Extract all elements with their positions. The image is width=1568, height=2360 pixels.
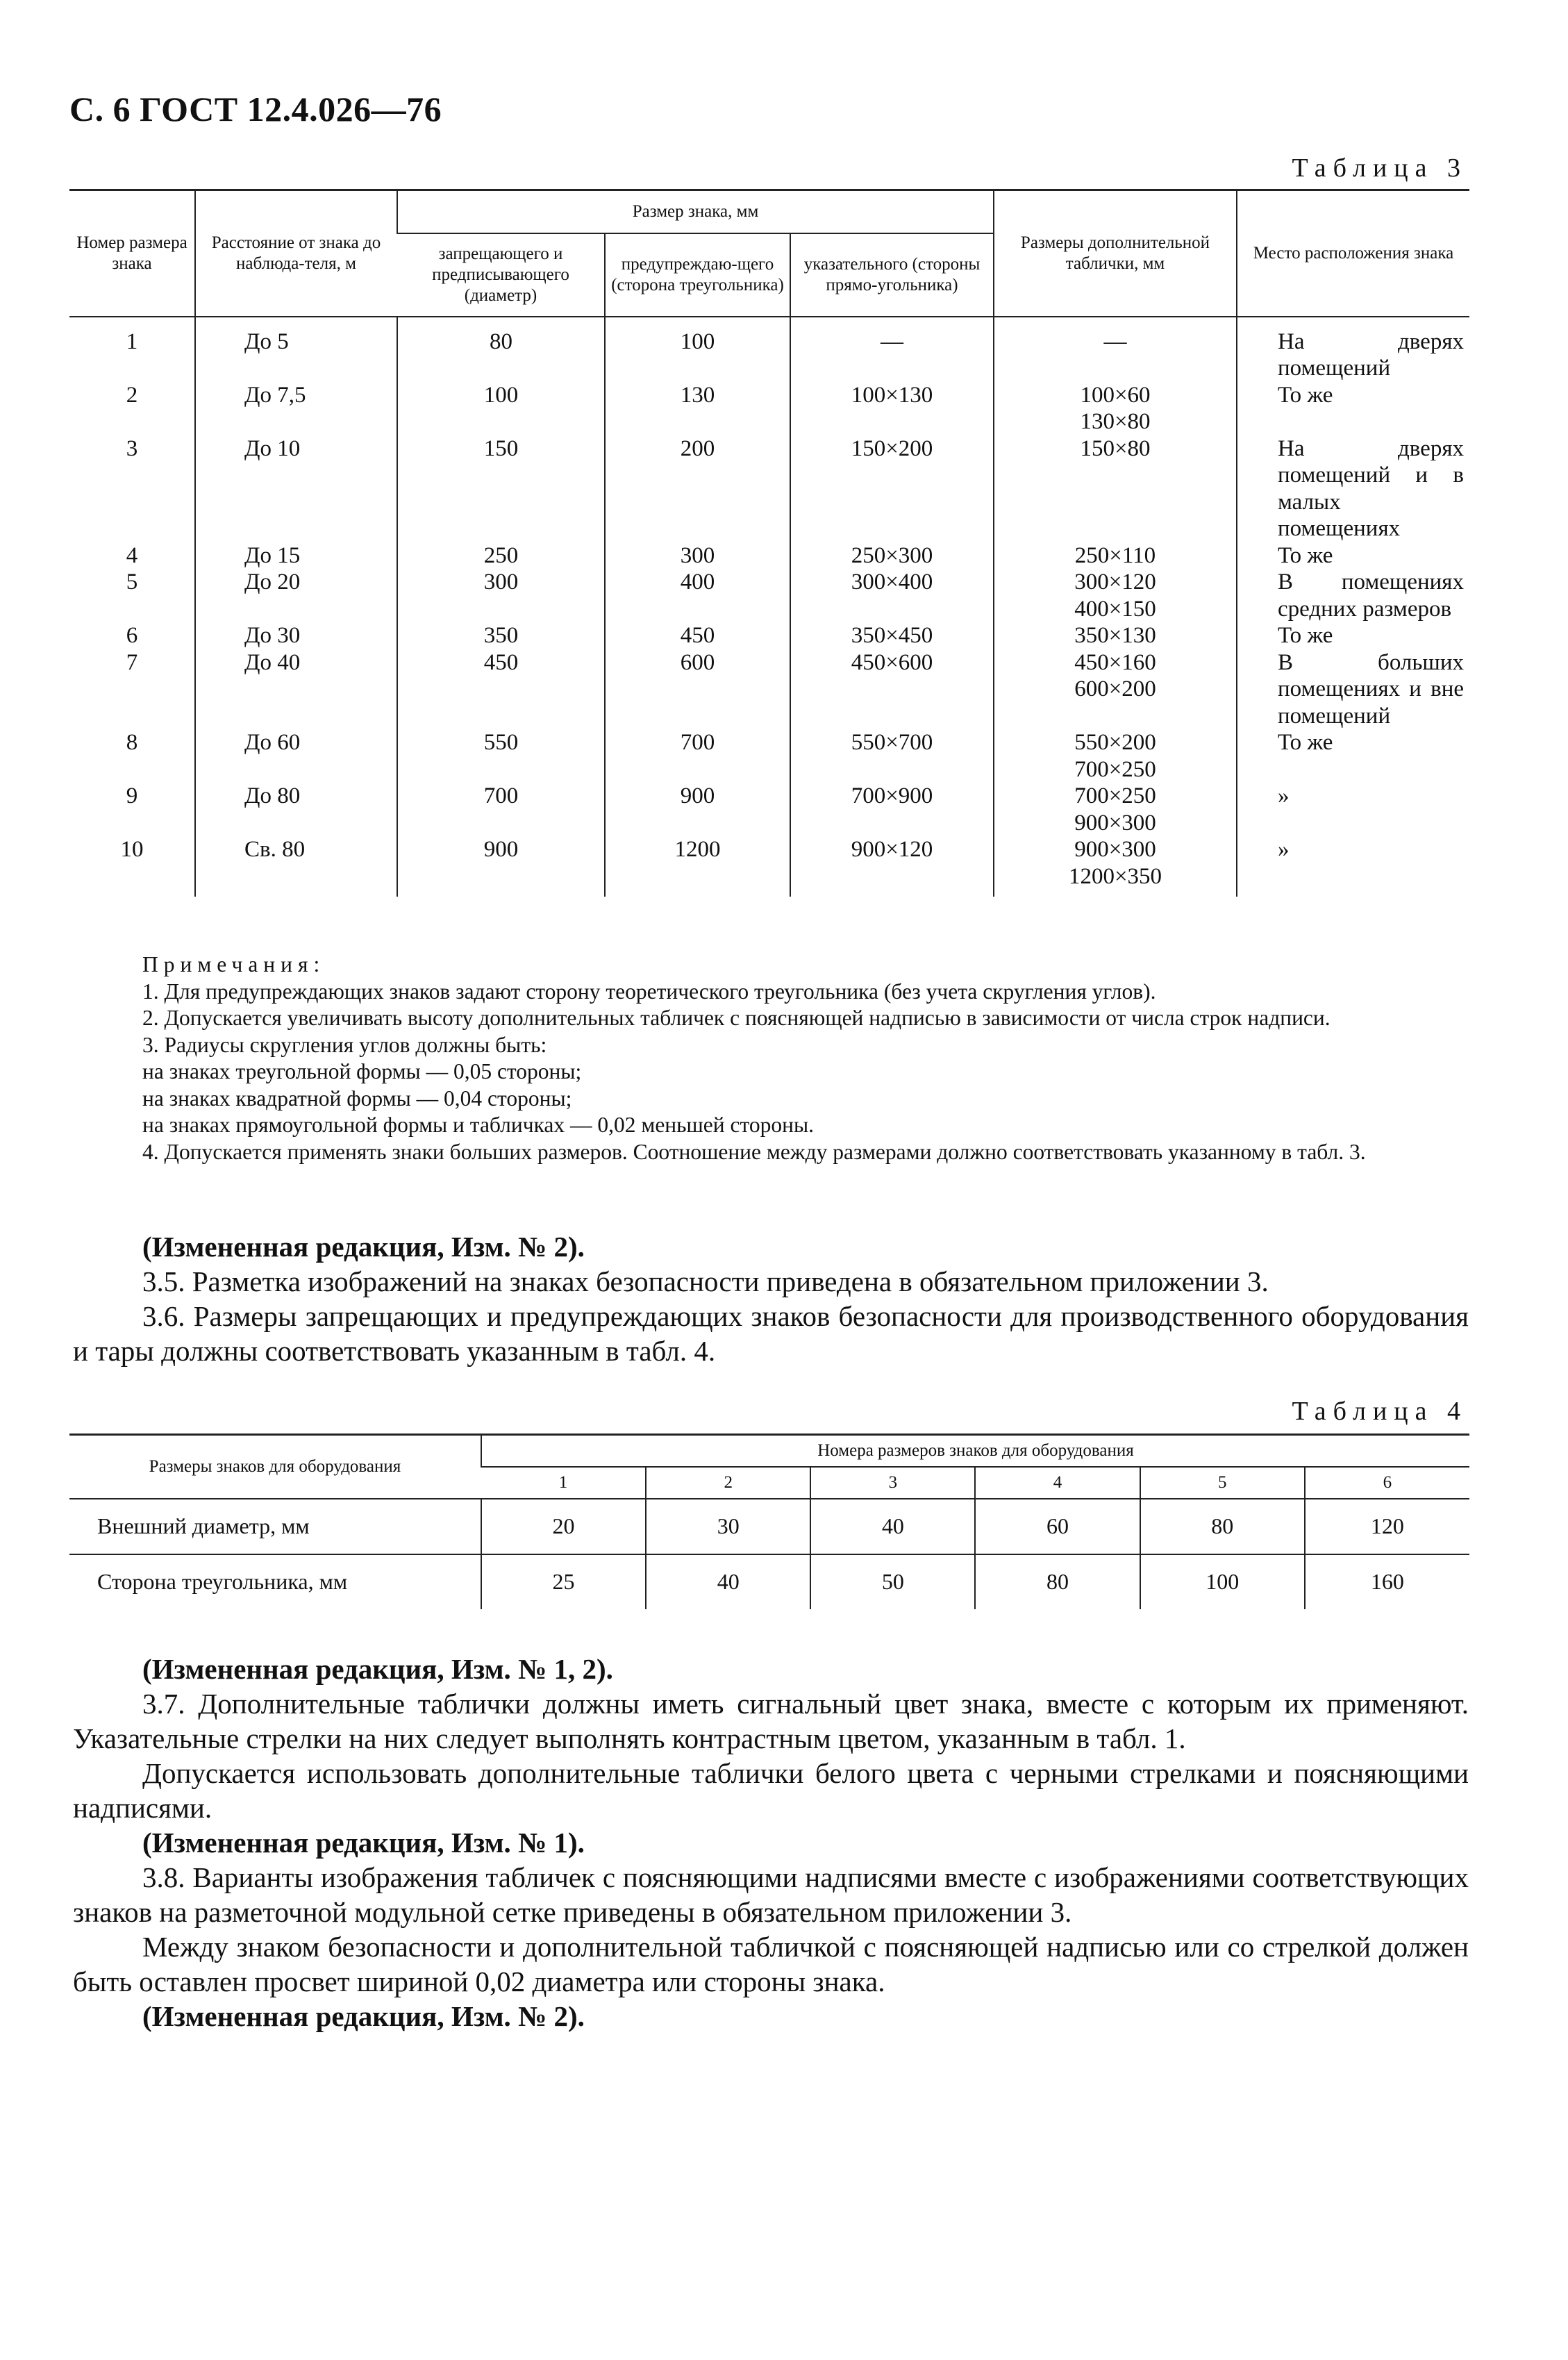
cell-warn: 400 [605, 569, 790, 622]
cell-num: 3 [126, 435, 138, 461]
th-size-group: Размер знака, мм [397, 190, 994, 233]
paragraph-3-5: 3.5. Разметка изображений на знаках безопасности приведена в обязательном приложении 3. [142, 1265, 1269, 1297]
extra-size: 700×250 [1074, 756, 1156, 782]
table3-row [69, 836, 1469, 897]
t4-cell: 30 [646, 1499, 810, 1554]
extra-size: 400×150 [1074, 596, 1156, 622]
cell-extra [994, 622, 1237, 649]
th4-num: 3 [810, 1467, 975, 1499]
th4-num: 1 [481, 1467, 646, 1499]
cell-num: 7 [126, 649, 138, 675]
th4-num: 5 [1140, 1467, 1305, 1499]
cell-prohib: 100 [397, 382, 605, 435]
cell-dist: До 15 [195, 542, 397, 570]
cell-point: 900×120 [790, 836, 994, 897]
extra-size: 100×60 [1080, 382, 1151, 408]
cell-extra [994, 729, 1237, 783]
cell-extra [994, 542, 1237, 570]
cell-dist: До 10 [195, 435, 397, 542]
notes-title: Примечания: [142, 952, 326, 977]
th4-num: 6 [1305, 1467, 1469, 1499]
cell-prohib: 300 [397, 569, 605, 622]
note-3b: на знаках квадратной формы — 0,04 стороны; [142, 1086, 572, 1111]
t4-cell: 80 [1140, 1499, 1305, 1554]
extra-size: 900×300 [1074, 837, 1156, 862]
cell-warn: 100 [605, 317, 790, 382]
note-3: 3. Радиусы скругления углов должны быть: [142, 1032, 547, 1057]
cell-place: В помещениях средних размеров [1237, 569, 1469, 622]
table3-body [69, 317, 1469, 897]
body-text-1 [73, 1229, 1469, 1368]
th-extra: Размеры дополнительной таблички, мм [994, 190, 1237, 317]
table4-row [69, 1554, 1469, 1609]
cell-extra [994, 569, 1237, 622]
cell-extra [994, 435, 1237, 542]
page-header: С. 6 ГОСТ 12.4.026—76 [69, 90, 442, 128]
th4-left: Размеры знаков для оборудования [69, 1435, 481, 1499]
cell-extra [994, 783, 1237, 836]
extra-size: 300×120 [1074, 570, 1156, 595]
t4-cell: 20 [481, 1499, 646, 1554]
cell-place: На дверях помещений и в малых помещениях [1237, 435, 1469, 542]
t4-cell: 80 [975, 1554, 1140, 1609]
cell-warn: 130 [605, 382, 790, 435]
extra-size: — [1103, 329, 1127, 354]
cell-num: 5 [126, 570, 138, 595]
cell-place: То же [1237, 542, 1469, 570]
table3 [69, 189, 1469, 897]
table3-row [69, 382, 1469, 435]
table4-row [69, 1499, 1469, 1554]
cell-num: 6 [126, 623, 138, 648]
cell-dist: До 20 [195, 569, 397, 622]
cell-warn: 1200 [605, 836, 790, 897]
cell-point: 150×200 [790, 435, 994, 542]
t4-cell: 100 [1140, 1554, 1305, 1609]
cell-point: 250×300 [790, 542, 994, 570]
cell-warn: 700 [605, 729, 790, 783]
cell-num: 8 [126, 730, 138, 755]
table3-row [69, 649, 1469, 730]
paragraph-3-6: 3.6. Размеры запрещающих и предупреждающих знаков безопасности для производственного оборудования и тары должны соответствовать указанным в табл. 4. [73, 1300, 1469, 1367]
cell-dist: До 5 [195, 317, 397, 382]
cell-dist: До 60 [195, 729, 397, 783]
extra-size: 1200×350 [1068, 863, 1162, 889]
amend-note: (Измененная редакция, Изм. № 2). [142, 1231, 585, 1263]
cell-extra [994, 317, 1237, 382]
cell-prohib: 350 [397, 622, 605, 649]
cell-prohib: 450 [397, 649, 605, 730]
cell-warn: 300 [605, 542, 790, 570]
th-warn: предупреждаю-щего (сторона треугольника) [605, 233, 790, 317]
table3-row [69, 569, 1469, 622]
note-2: 2. Допускается увеличивать высоту дополнительных табличек с поясняющей надписью в зависимости от числа строк надписи. [142, 1006, 1331, 1030]
cell-place: То же [1237, 729, 1469, 783]
cell-dist: До 7,5 [195, 382, 397, 435]
th-prohib: запрещающего и предписывающего (диаметр) [397, 233, 605, 317]
extra-size: 450×160 [1074, 649, 1156, 675]
cell-point: 350×450 [790, 622, 994, 649]
cell-prohib: 700 [397, 783, 605, 836]
t4-label: Сторона треугольника, мм [97, 1569, 348, 1594]
cell-warn: 900 [605, 783, 790, 836]
cell-num: 1 [126, 329, 138, 354]
extra-size: 700×250 [1074, 783, 1156, 808]
paragraph-3-8: 3.8. Варианты изображения табличек с поясняющими надписями вместе с изображениями соответствующих знаков на разметочной модульной сетке приведены в обязательном приложении 3. [73, 1861, 1469, 1928]
cell-dist: Св. 80 [195, 836, 397, 897]
amend-note: (Измененная редакция, Изм. № 2). [142, 2000, 585, 2032]
cell-prohib: 250 [397, 542, 605, 570]
extra-size: 250×110 [1074, 542, 1156, 568]
cell-point: — [790, 317, 994, 382]
cell-extra [994, 382, 1237, 435]
cell-place: В больших помещениях и вне помещений [1237, 649, 1469, 730]
table3-row [69, 729, 1469, 783]
cell-place: То же [1237, 382, 1469, 435]
t4-cell: 120 [1305, 1499, 1469, 1554]
cell-num: 4 [126, 542, 138, 568]
paragraph-3-8-b: Между знаком безопасности и дополнительной табличкой с поясняющей надписью или со стрелкой должен быть оставлен просвет шириной 0,02 диаметра или стороны знака. [73, 1931, 1469, 1997]
cell-warn: 450 [605, 622, 790, 649]
cell-num: 10 [120, 837, 144, 862]
extra-size: 150×80 [1080, 435, 1151, 461]
notes [73, 952, 1469, 1165]
amend-note: (Измененная редакция, Изм. № 1, 2). [142, 1653, 613, 1685]
paragraph-3-7: 3.7. Дополнительные таблички должны иметь сигнальный цвет знака, вместе с которым их применяют. Указательные стрелки на них следует выполнять контрастным цветом, указанным в табл. 1. [73, 1688, 1469, 1754]
note-1: 1. Для предупреждающих знаков задают сторону теоретического треугольника (без учета скругления углов). [142, 979, 1156, 1004]
table3-row [69, 622, 1469, 649]
table3-row [69, 435, 1469, 542]
cell-prohib: 900 [397, 836, 605, 897]
body-text-2 [73, 1652, 1469, 2034]
cell-extra [994, 649, 1237, 730]
t4-cell: 50 [810, 1554, 975, 1609]
cell-place: На дверях помещений [1237, 317, 1469, 382]
extra-size: 600×200 [1074, 676, 1156, 701]
note-3a: на знаках треугольной формы — 0,05 стороны; [142, 1059, 582, 1083]
t4-cell: 60 [975, 1499, 1140, 1554]
t4-cell: 25 [481, 1554, 646, 1609]
table3-row [69, 317, 1469, 382]
cell-num: 2 [126, 382, 138, 408]
amend-note: (Измененная редакция, Изм. № 1). [142, 1827, 585, 1859]
extra-size: 900×300 [1074, 810, 1156, 836]
cell-num: 9 [126, 783, 138, 808]
th-point: указательного (стороны прямо-угольника) [790, 233, 994, 317]
cell-point: 300×400 [790, 569, 994, 622]
extra-size: 550×200 [1074, 730, 1156, 755]
t4-cell: 40 [810, 1499, 975, 1554]
cell-dist: До 40 [195, 649, 397, 730]
t4-label: Внешний диаметр, мм [69, 1499, 481, 1554]
cell-extra [994, 836, 1237, 897]
cell-prohib: 80 [397, 317, 605, 382]
cell-place: » [1237, 836, 1469, 897]
cell-warn: 200 [605, 435, 790, 542]
table3-row [69, 783, 1469, 836]
cell-prohib: 150 [397, 435, 605, 542]
paragraph-3-7-b: Допускается использовать дополнительные таблички белого цвета с черными стрелками и поясняющими надписями. [73, 1757, 1469, 1824]
th-num: Номер размера знака [69, 190, 195, 317]
table3-row [69, 542, 1469, 570]
extra-size: 350×130 [1074, 623, 1156, 648]
cell-point: 450×600 [790, 649, 994, 730]
cell-point: 100×130 [790, 382, 994, 435]
th-place: Место расположения знака [1237, 190, 1469, 317]
t4-cell: 160 [1305, 1554, 1469, 1609]
th4-num: 4 [975, 1467, 1140, 1499]
cell-dist: До 30 [195, 622, 397, 649]
th-dist: Расстояние от знака до наблюда-теля, м [195, 190, 397, 317]
note-4: 4. Допускается применять знаки больших размеров. Соотношение между размерами должно соответствовать указанному в табл. 3. [142, 1139, 1366, 1164]
cell-dist: До 80 [195, 783, 397, 836]
cell-warn: 600 [605, 649, 790, 730]
cell-prohib: 550 [397, 729, 605, 783]
t4-cell: 40 [646, 1554, 810, 1609]
table3-caption: Таблица 3 [1292, 153, 1467, 183]
cell-point: 700×900 [790, 783, 994, 836]
cell-place: То же [1237, 622, 1469, 649]
th4-num: 2 [646, 1467, 810, 1499]
th4-group: Номера размеров знаков для оборудования [481, 1435, 1469, 1467]
table4 [69, 1434, 1469, 1609]
table4-caption: Таблица 4 [1292, 1397, 1467, 1426]
cell-point: 550×700 [790, 729, 994, 783]
extra-size: 130×80 [1080, 409, 1151, 434]
cell-place: » [1237, 783, 1469, 836]
note-3c: на знаках прямоугольной формы и табличках — 0,02 меньшей стороны. [142, 1113, 814, 1137]
